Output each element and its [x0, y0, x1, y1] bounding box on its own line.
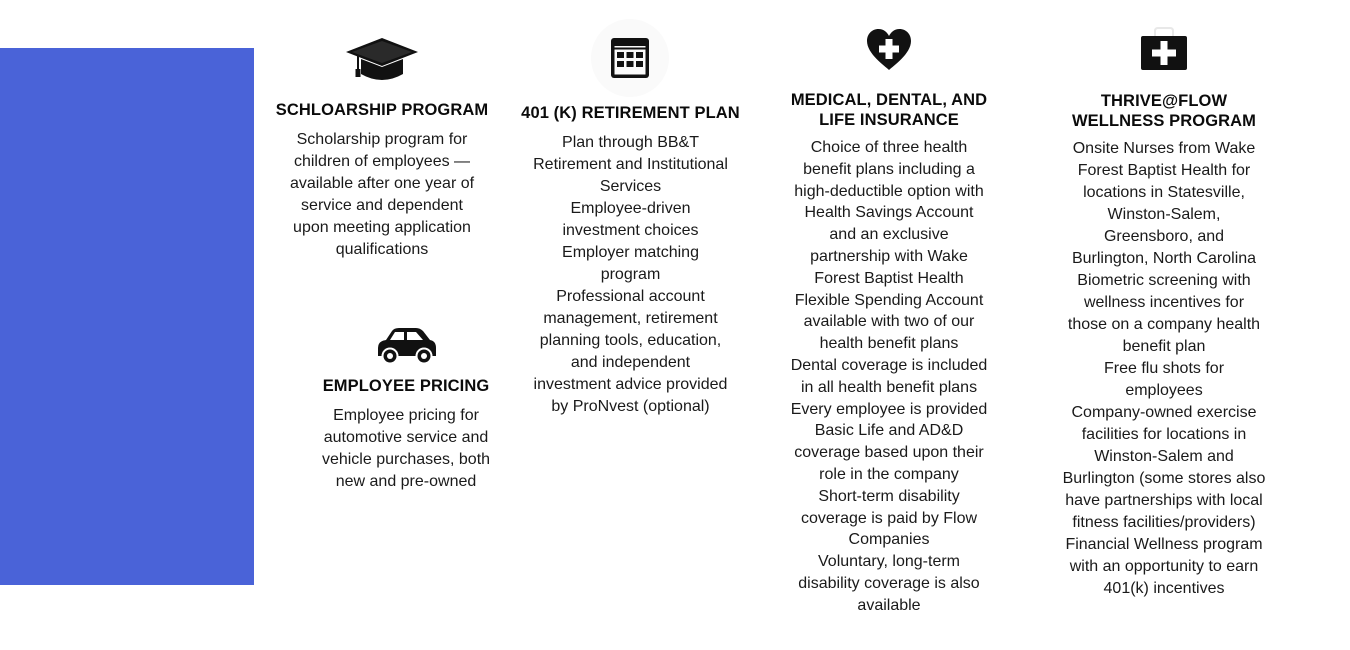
insurance-line: coverage based upon their — [794, 444, 984, 462]
insurance-line: Flexible Spending Account — [794, 291, 984, 309]
retirement-line: management, retirement — [543, 310, 718, 327]
scholarship-line: qualifications — [335, 241, 429, 258]
scholarship-line: children of employees — — [293, 153, 471, 170]
wellness-line: wellness incentives for — [1083, 294, 1245, 311]
insurance-line: Short-term disability — [818, 487, 960, 505]
wellness-line: 401(k) incentives — [1103, 580, 1225, 597]
wellness-line: have partnerships with local — [1065, 492, 1263, 509]
graduation-cap-icon — [344, 36, 420, 82]
wellness-line: Forest Baptist Health for — [1077, 162, 1251, 179]
retirement-description — [515, 132, 746, 418]
wellness-line: those on a company health — [1067, 316, 1261, 333]
wellness-line: Winston-Salem and — [1094, 448, 1234, 465]
wellness-line: Company-owned exercise — [1071, 404, 1257, 421]
wellness-line: locations in Statesville, — [1083, 184, 1245, 201]
wellness-description — [1052, 138, 1276, 600]
pricing-description — [296, 405, 516, 493]
insurance-line: and an exclusive — [829, 226, 949, 244]
retirement-line: Professional account — [556, 288, 705, 305]
calendar-icon — [590, 18, 670, 98]
insurance-line: Basic Life and AD&D — [814, 422, 964, 440]
insurance-line: high-deductible option with — [794, 182, 984, 200]
wellness-line: Burlington (some stores also — [1062, 470, 1266, 487]
pricing-title: EMPLOYEE PRICING — [322, 377, 490, 395]
wellness-line: Onsite Nurses from Wake — [1072, 140, 1256, 157]
insurance-line: benefit plans including a — [803, 160, 975, 178]
wellness-line: Winston-Salem, — [1107, 206, 1221, 223]
pricing-line: vehicle purchases, both — [321, 451, 491, 468]
retirement-line: Services — [599, 178, 662, 195]
scholarship-line: available after one year of — [289, 175, 475, 192]
heart-plus-icon — [865, 28, 913, 72]
wellness-line: with an opportunity to earn — [1069, 558, 1259, 575]
retirement-line: and independent — [570, 354, 691, 371]
insurance-line: partnership with Wake — [810, 247, 968, 265]
insurance-title-line: MEDICAL, DENTAL, AND — [790, 91, 988, 109]
insurance-line: available — [857, 596, 921, 614]
insurance-line: coverage is paid by Flow — [800, 509, 978, 527]
scholarship-line: upon meeting application — [293, 219, 471, 236]
wellness-title — [1052, 91, 1276, 131]
wellness-line: Biometric screening with — [1077, 272, 1251, 289]
car-icon — [374, 326, 438, 366]
wellness-title-line: THRIVE@FLOW — [1100, 92, 1228, 110]
insurance-description — [778, 137, 1000, 617]
insurance-line: Companies — [848, 531, 930, 549]
retirement-line: Retirement and Institutional — [533, 156, 728, 173]
pricing-line: new and pre-owned — [335, 473, 477, 490]
insurance-line: available with two of our — [803, 313, 975, 331]
wellness-line: Greensboro, and — [1103, 228, 1225, 245]
scholarship-description — [272, 129, 492, 261]
wellness-line: fitness facilities/providers) — [1072, 514, 1256, 531]
insurance-line: Dental coverage is included — [790, 356, 988, 374]
insurance-title — [778, 90, 1000, 130]
retirement-line: investment advice provided — [533, 376, 728, 393]
scholarship-line: service and dependent — [301, 197, 463, 214]
scholarship-title: SCHLOARSHIP PROGRAM — [275, 101, 489, 119]
retirement-line: Employer matching — [562, 244, 699, 261]
insurance-line: Health Savings Account — [804, 204, 974, 222]
insurance-line: Choice of three health — [810, 139, 968, 156]
first-aid-kit-icon — [1139, 26, 1189, 72]
pricing-line: Employee pricing for — [333, 407, 479, 424]
retirement-line: Plan through BB&T — [562, 134, 699, 151]
wellness-title-line: WELLNESS PROGRAM — [1071, 112, 1257, 130]
insurance-line: Every employee is provided — [790, 400, 988, 418]
retirement-line: investment choices — [562, 222, 699, 239]
retirement-line: program — [600, 266, 661, 283]
insurance-line: Voluntary, long-term — [818, 553, 960, 571]
insurance-line: role in the company — [819, 465, 959, 483]
wellness-line: benefit plan — [1122, 338, 1206, 355]
insurance-title-line: LIFE INSURANCE — [819, 111, 959, 129]
retirement-line: planning tools, education, — [539, 332, 722, 349]
wellness-line: Free flu shots for — [1103, 360, 1225, 377]
pricing-line: automotive service and — [323, 429, 489, 446]
insurance-line: health benefit plans — [819, 335, 959, 353]
retirement-line: by ProNvest (optional) — [551, 398, 710, 415]
blue-side-panel — [0, 48, 254, 585]
scholarship-line: Scholarship program for — [296, 131, 468, 148]
retirement-title: 401 (K) RETIREMENT PLAN — [521, 104, 740, 122]
wellness-line: facilities for locations in — [1081, 426, 1247, 443]
wellness-line: employees — [1125, 382, 1203, 399]
insurance-line: in all health benefit plans — [800, 378, 978, 396]
wellness-line: Burlington, North Carolina — [1071, 250, 1257, 267]
wellness-line: Financial Wellness program — [1065, 536, 1263, 553]
retirement-line: Employee-driven — [570, 200, 691, 217]
insurance-line: Forest Baptist Health — [814, 269, 964, 287]
insurance-line: disability coverage is also — [798, 574, 980, 592]
